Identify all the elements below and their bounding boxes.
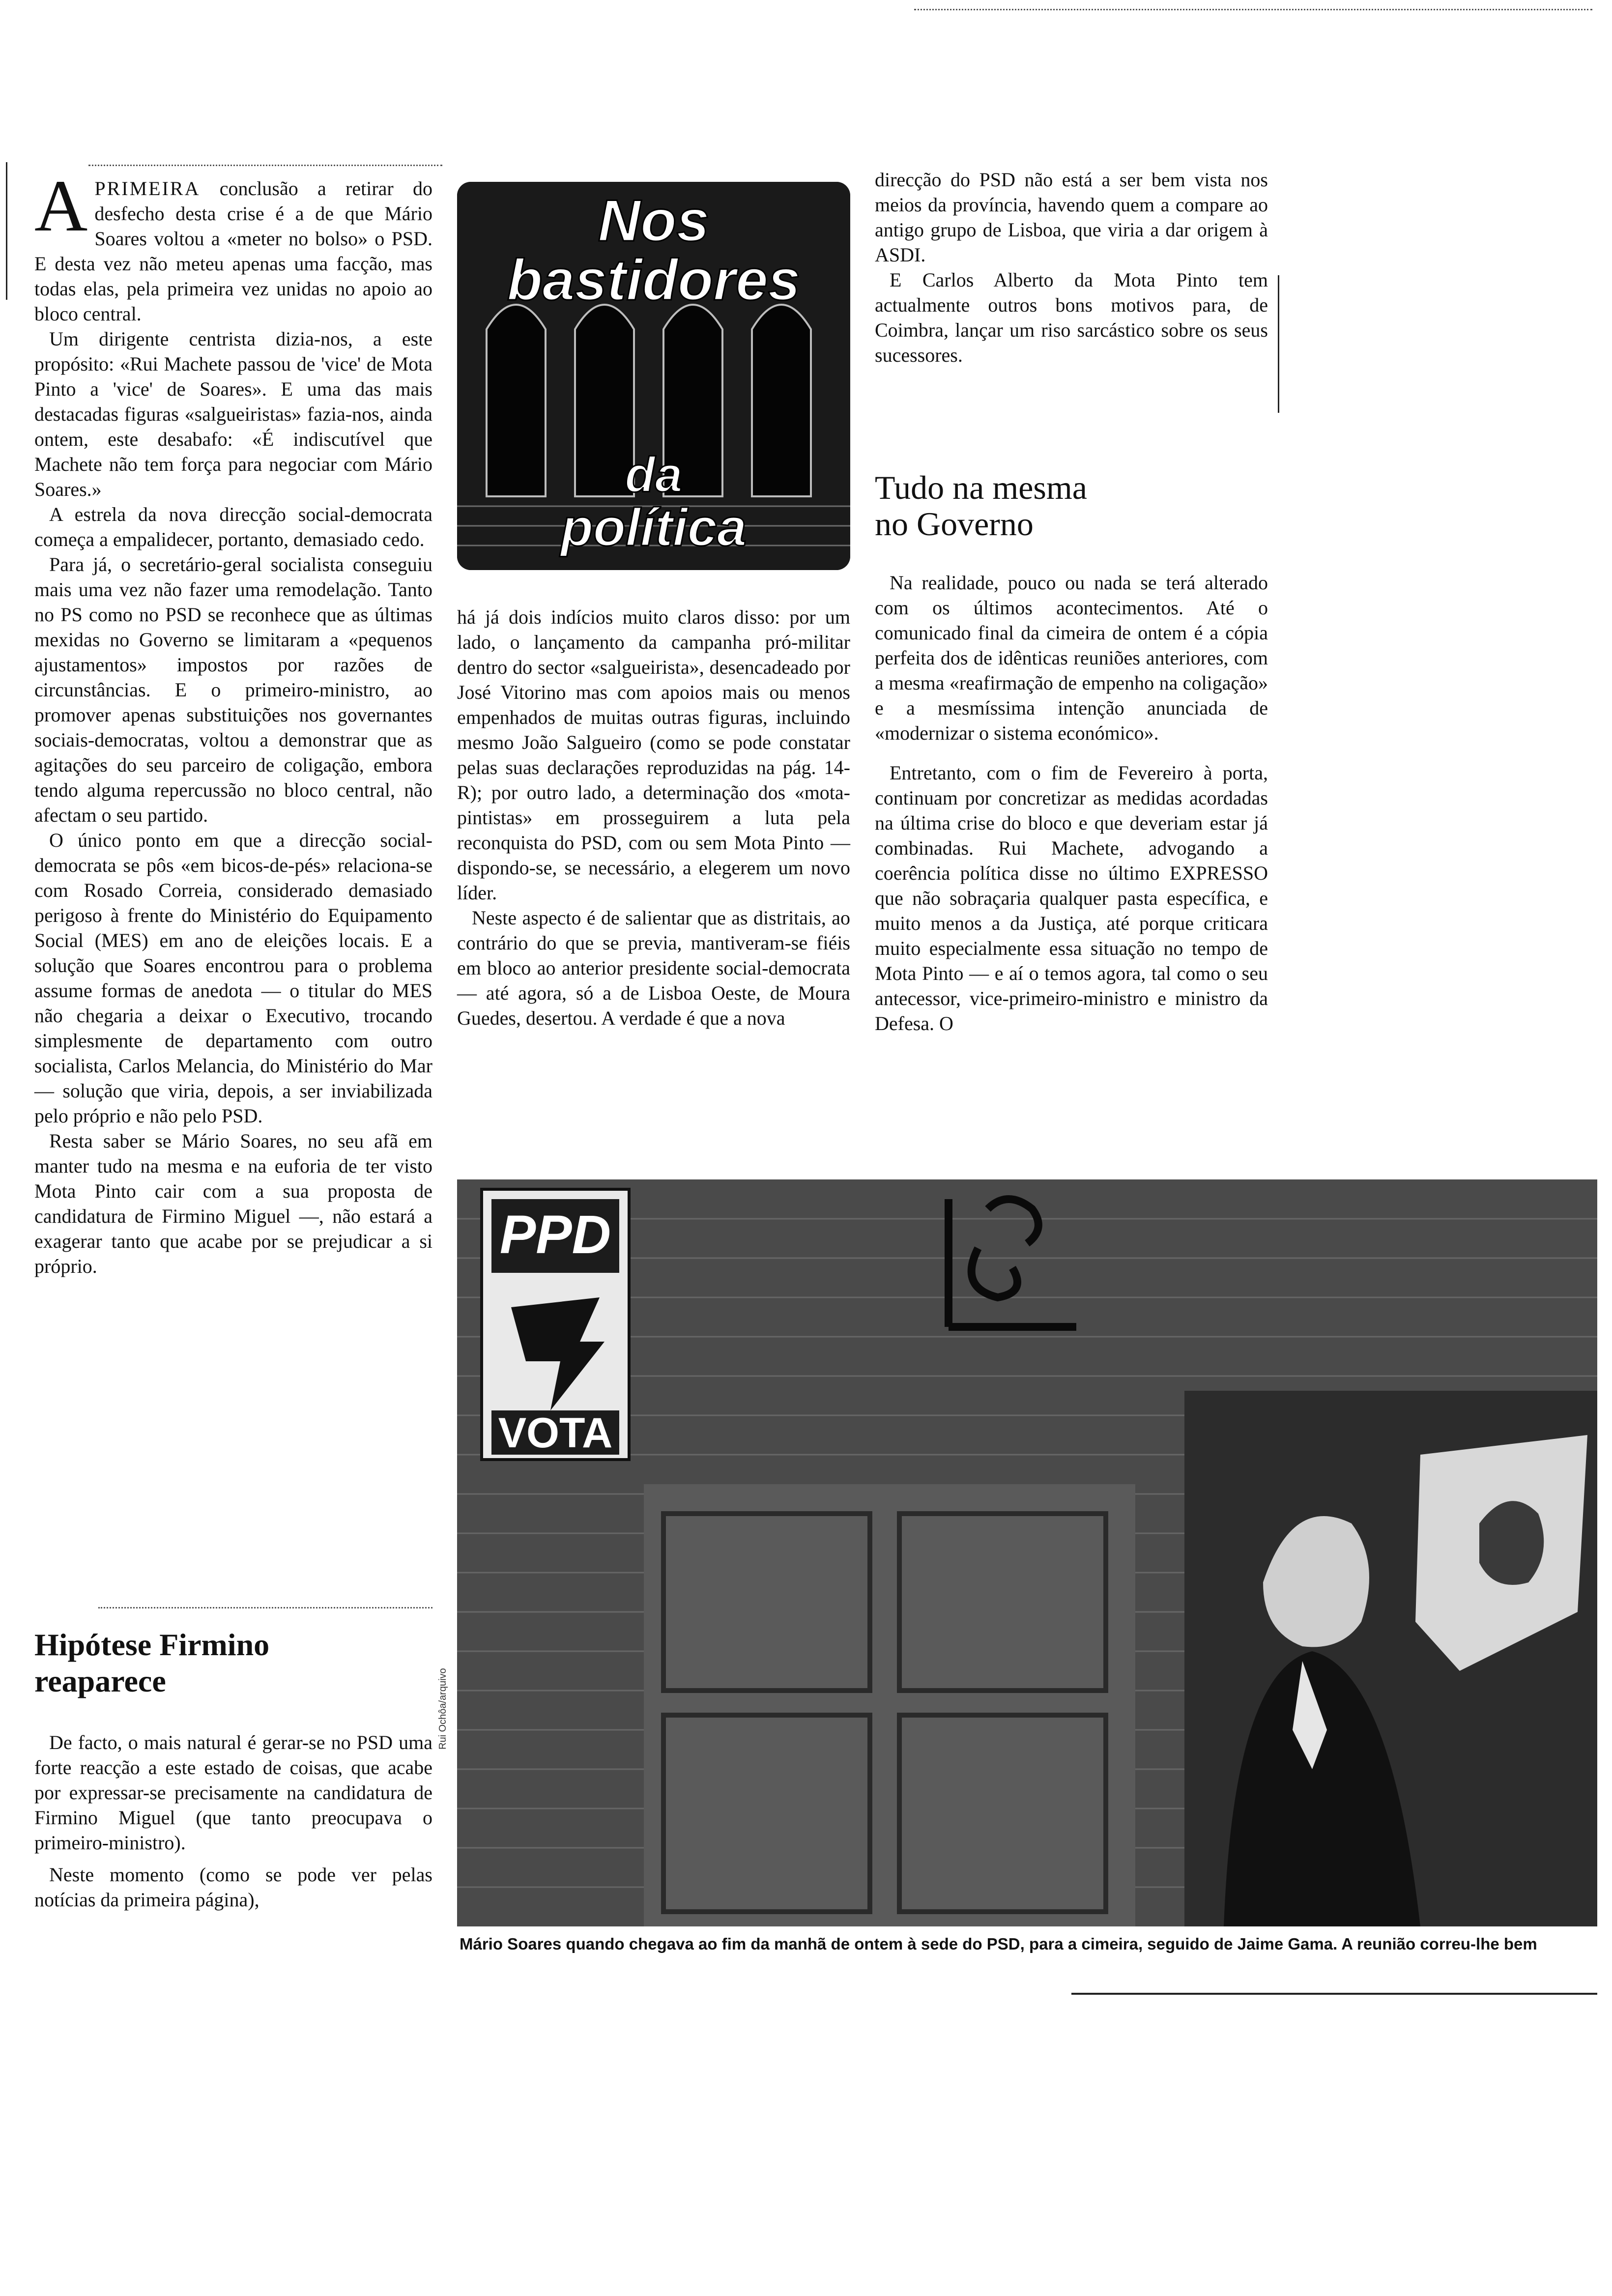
subheading-tudo-na-mesma [875,469,1268,542]
logo-line-2: bastidores [507,248,801,313]
subheading-line: Tudo na mesma [875,469,1087,506]
drop-cap: A [34,165,88,247]
paragraph: De facto, o mais natural é gerar-se no PSD uma forte reacção a este estado de coisas, que acabe por expressar-se precisamente na candidatura de Firmino Miguel (que tanto preocupava o primeiro-ministro). [34,1731,432,1854]
paragraph: Na realidade, pouco ou nada se terá alterado com os últimos acontecimentos. Até o comunicado final da cimeira de ontem é a cópia perfeita dos de idênticas reuniões anteriores, com a mesma «reafirmação de empenho na coligação» e a mesmíssima intenção anunciada de «modernizar o sistema económico». [875,572,1268,744]
article-column-1b [34,1730,432,1912]
column-logo [457,182,850,570]
news-photo-art [457,1179,1597,1926]
subheading-line: no Governo [875,505,1034,543]
paragraph: Neste aspecto é de salientar que as distritais, ao contrário do que se previa, mantiveram-se fiéis em bloco ao anterior presidente social-democrata — até agora, só a de Lisboa Oeste, de Moura Guedes, desertou. A verdade é que a nova [457,907,850,1029]
photo-credit: Rui Ochôa/arquivo [437,1668,448,1750]
logo-line-4: política [560,497,747,557]
paragraph: E Carlos Alberto da Mota Pinto tem actualmente outros bons motivos para, de Coimbra, lançar um riso sarcástico sobre os seus sucessores. [875,269,1268,366]
paragraph: Neste momento (como se pode ver pelas notícias da primeira página), [34,1864,432,1911]
bottom-rule [1071,1993,1597,1995]
article-column-2 [457,604,850,1031]
poster-vote-text: VOTA [498,1409,613,1457]
paragraph: A estrela da nova direcção social-democrata começa a empalidecer, portanto, demasiado cedo. [34,503,432,550]
paragraph: Um dirigente centrista dizia-nos, a este propósito: «Rui Machete passou de 'vice' de Mota Pinto a 'vice' de Soares». E uma das mais destacadas figuras «salgueiristas» fazia-nos, ainda ontem, este desabafo: «É indiscutível que Machete não tem força para negociar com Mário Soares.» [34,328,432,500]
news-photo [457,1179,1597,1926]
scan-artifact-top-right [914,9,1592,10]
subheading-hipotese-firmino [34,1627,428,1699]
paragraph: Para já, o secretário-geral socialista conseguiu mais uma vez não fazer uma remodelação. Tanto no PS como no PSD se reconhece que as últimas mexidas no Governo se limitaram a «pequenos ajustamentos» impostos por razões de circunstâncias. E o primeiro-ministro, ao promover apenas substituições nos governantes sociais-democratas, voltou a demonstrar que as agitações do seu parceiro de coligação, embora tendo alguma repercussão no bloco central, não afectam o seu partido. [34,553,432,826]
subheading-line: reaparece [34,1664,166,1698]
paragraph: Resta saber se Mário Soares, no seu afã em manter tudo na mesma e na euforia de ter visto Mota Pinto cair com a sua proposta de candidatura de Firmino Miguel —, não estará a exagerar tanto que acabe por se prejudicar a si próprio. [34,1130,432,1277]
column-rule-right [1278,275,1279,413]
paragraph: há já dois indícios muito claros disso: por um lado, o lançamento da campanha pró-militar dentro do sector «salgueirista», desencadeado por José Vitorino mas com apoios mais ou menos empenhados de muitas outras figuras, incluindo mesmo João Salgueiro (como se pode constatar pelas suas declarações reproduzidas na pág. 14-R); por outro lado, a determinação dos «mota-pintistas» em prosseguirem a luta pela reconquista do PSD, com ou sem Mota Pinto — dispondo-se, se necessário, a elegerem um novo líder. [457,606,850,904]
paragraph: O único ponto em que a direcção social-democrata se pôs «em bicos-de-pés» relaciona-se com Rosado Correia, considerado demasiado perigoso à frente do Ministério do Equipamento Social (MES) em ano de eleições locais. E a solução que Soares encontrou para o problema assume formas de anedota — o titular do MES não chegaria a deixar o Executivo, trocando simplesmente de departamento com outro socialista, Carlos Melancia, do Ministério do Mar — solução que viria, depois, a ser inviabilizada pelo próprio e não pelo PSD. [34,829,432,1127]
scan-artifact-top [88,165,442,166]
column-rule-left [6,162,7,300]
section-divider [98,1607,432,1608]
lead-first-word: PRIMEIRA [94,177,201,200]
paragraph: direcção do PSD não está a ser bem vista nos meios da província, havendo quem a compare ao antigo grupo de Lisboa, que viria a dar origem à ASDI. [875,169,1268,266]
article-column-1 [34,165,432,1279]
subheading-line: Hipótese Firmino [34,1627,270,1662]
logo-line-1: Nos [598,188,710,254]
poster-party-text: PPD [499,1205,611,1265]
article-column-3 [875,167,1268,368]
column-logo-art [457,182,850,570]
article-column-3b [875,570,1268,1036]
paragraph: Entretanto, com o fim de Fevereiro à porta, continuam por concretizar as medidas acordadas na última crise do bloco e que deveriam estar já combinadas. Rui Machete, advogando a coerência política disse no último EXPRESSO que não sobraçaria qualquer pasta específica, e muito menos a da Justiça, até porque criticara muito especialmente essa situação no tempo de Mota Pinto — e aí o temos agora, tal como o seu antecessor, vice-primeiro-ministro e ministro da Defesa. O [875,762,1268,1034]
paragraph: conclusão a retirar do desfecho desta crise é a de que Mário Soares voltou a «meter no bolso» o PSD. E desta vez não meteu apenas uma facção, mas todas elas, pela primeira vez unidas no apoio ao bloco central. [34,177,432,325]
logo-line-3: da [625,447,683,502]
photo-caption: Mário Soares quando chegava ao fim da manhã de ontem à sede do PSD, para a cimeira, seguido de Jaime Gama. A reunião correu-lhe bem [460,1935,1537,1953]
